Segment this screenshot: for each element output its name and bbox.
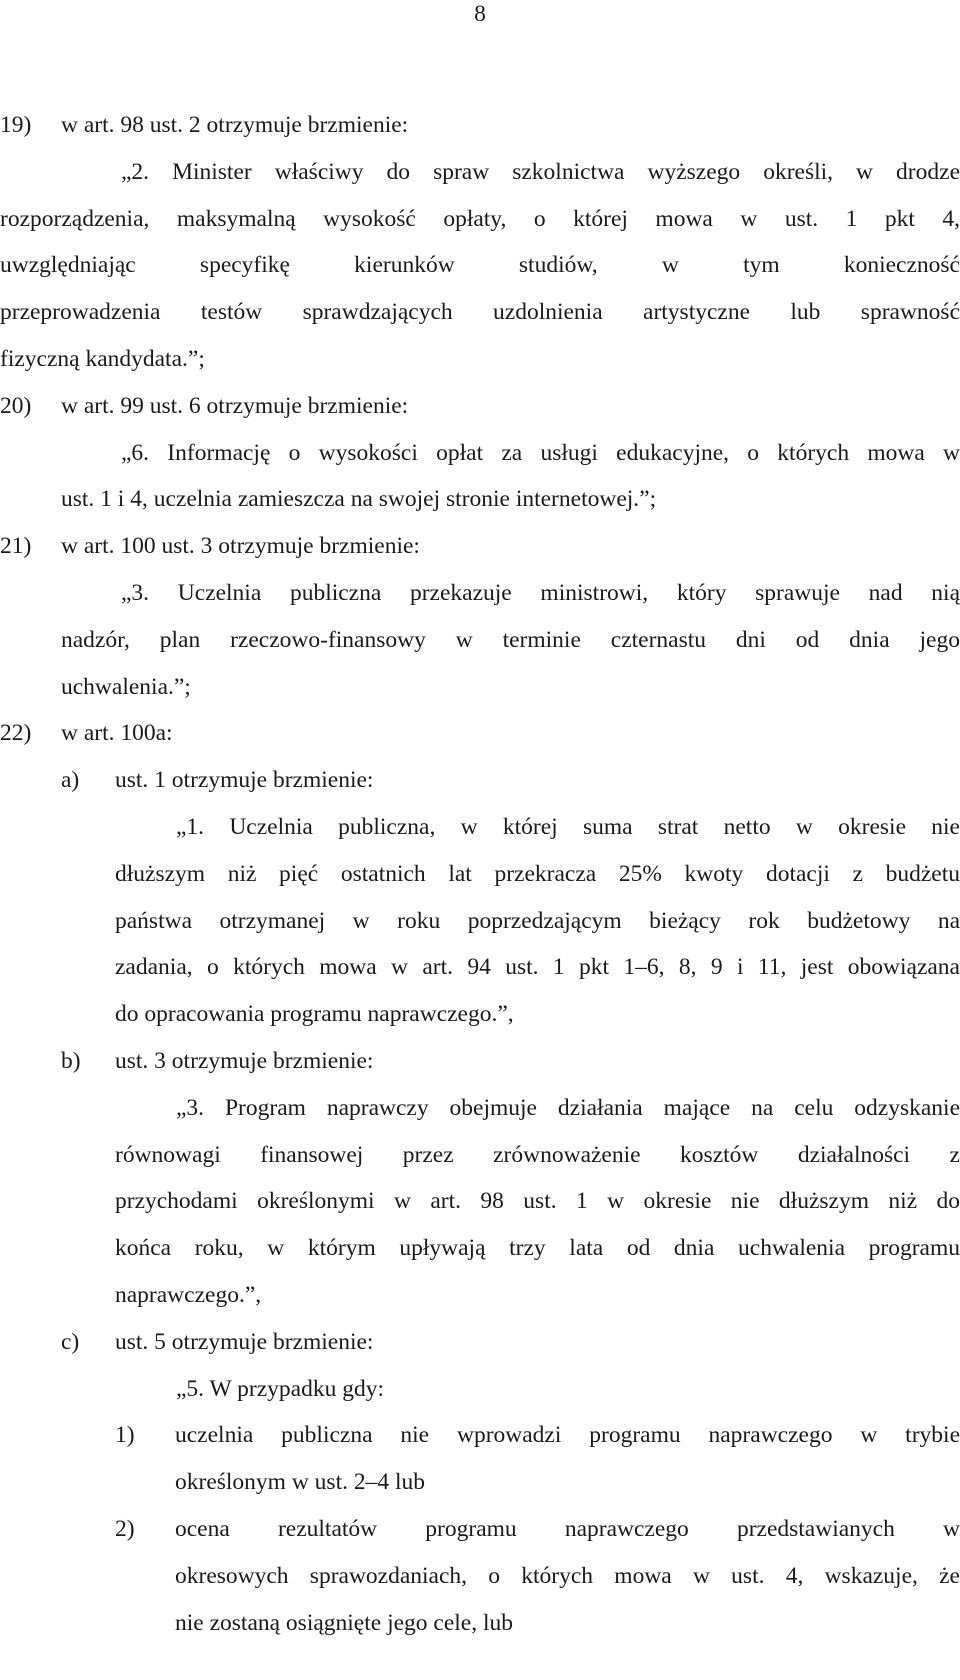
point-line: nie zostaną osiągnięte jego cele, lub <box>175 1609 514 1636</box>
item-heading: w art. 98 ust. 2 otrzymuje brzmienie: <box>61 112 409 138</box>
quote-line: „3. Uczelnia publiczna przekazuje ministrowi, który sprawuje nad nią <box>121 579 960 606</box>
item-header <box>0 710 960 757</box>
point-line: 1) uczelnia publiczna nie wprowadzi programu naprawczego w trybie <box>0 1412 960 1459</box>
page-number: 8 <box>474 1 486 27</box>
subitem-letter: c) <box>61 1328 80 1355</box>
item-heading: w art. 100 ust. 3 otrzymuje brzmienie: <box>61 533 420 560</box>
quote-line: ust. 1 i 4, uczelnia zamieszcza na swojej stronie internetowej.”; <box>61 486 657 513</box>
item-number: 21) <box>0 533 32 560</box>
item-number: 22) <box>0 720 32 747</box>
quote-line: „3. Program naprawczy obejmuje działania mające na celu odzyskanie <box>176 1094 960 1121</box>
point-line: określonym w ust. 2–4 lub <box>175 1469 426 1496</box>
quote-line: „1. Uczelnia publiczna, w której suma strat netto w okresie nie <box>176 813 960 840</box>
quote-line: przeprowadzenia testów sprawdzających uzdolnienia artystyczne lub sprawność <box>0 299 960 326</box>
item-22 <box>0 710 960 1646</box>
item-header <box>0 102 960 149</box>
item-header <box>0 523 960 570</box>
quote-line: uchwalenia.”; <box>61 673 191 700</box>
document-body <box>0 102 960 1646</box>
subitem-heading: ust. 3 otrzymuje brzmienie: <box>115 1047 374 1074</box>
quote-line: rozporządzenia, maksymalną wysokość opłaty, o której mowa w ust. 1 pkt 4, <box>0 205 960 232</box>
point-line: okresowych sprawozdaniach, o których mowa w ust. 4, wskazuje, że <box>175 1562 960 1589</box>
item-number: 20) <box>0 392 32 419</box>
item-20 <box>0 383 960 523</box>
subitem-header <box>0 1038 960 1085</box>
item-19 <box>0 102 960 383</box>
quote-line: uwzględniając specyfikę kierunków studiów, w tym konieczność <box>0 252 960 279</box>
subitem-header <box>0 1319 960 1366</box>
point-number: 1) <box>115 1422 135 1449</box>
quote-line: do opracowania programu naprawczego.”, <box>115 1001 514 1028</box>
quote-line: przychodami określonymi w art. 98 ust. 1 w okresie nie dłuższym niż do <box>115 1188 960 1215</box>
item-21 <box>0 523 960 710</box>
item-heading: w art. 100a: <box>61 720 173 747</box>
subitem-heading: ust. 1 otrzymuje brzmienie: <box>115 767 374 794</box>
quote-line: naprawczego.”, <box>115 1281 262 1308</box>
quote-line: dłuższym niż pięć ostatnich lat przekracza 25% kwoty dotacji z budżetu <box>115 860 960 887</box>
subitem-heading: ust. 5 otrzymuje brzmienie: <box>115 1328 374 1355</box>
quote-line: państwa otrzymanej w roku poprzedzającym bieżący rok budżetowy na <box>115 907 960 934</box>
quote-line: „2. Minister właściwy do spraw szkolnictwa wyższego określi, w drodze <box>121 158 960 185</box>
quote-line: fizyczną kandydata.”; <box>0 345 205 372</box>
item-heading: w art. 99 ust. 6 otrzymuje brzmienie: <box>61 392 409 419</box>
subitem-letter: b) <box>61 1047 81 1074</box>
quote-line: równowagi finansowej przez zrównoważenie kosztów działalności z <box>115 1141 960 1168</box>
point-number: 2) <box>115 1515 135 1542</box>
subitem-header <box>0 757 960 804</box>
item-header <box>0 383 960 430</box>
quote-line: zadania, o których mowa w art. 94 ust. 1 pkt 1–6, 8, 9 i 11, jest obowiązana <box>115 954 960 981</box>
quote-line: „5. W przypadku gdy: <box>176 1375 384 1402</box>
subitem-letter: a) <box>61 767 80 794</box>
quote-line: końca roku, w którym upływają trzy lata od dnia uchwalenia programu <box>115 1235 960 1262</box>
item-number: 19) <box>0 112 32 138</box>
point-line: 2) ocena rezultatów programu naprawczego przedstawianych w <box>0 1506 960 1553</box>
quote-line: „6. Informację o wysokości opłat za usługi edukacyjne, o których mowa w <box>121 439 960 466</box>
quote-line: nadzór, plan rzeczowo-finansowy w terminie czternastu dni od dnia jego <box>61 626 960 653</box>
